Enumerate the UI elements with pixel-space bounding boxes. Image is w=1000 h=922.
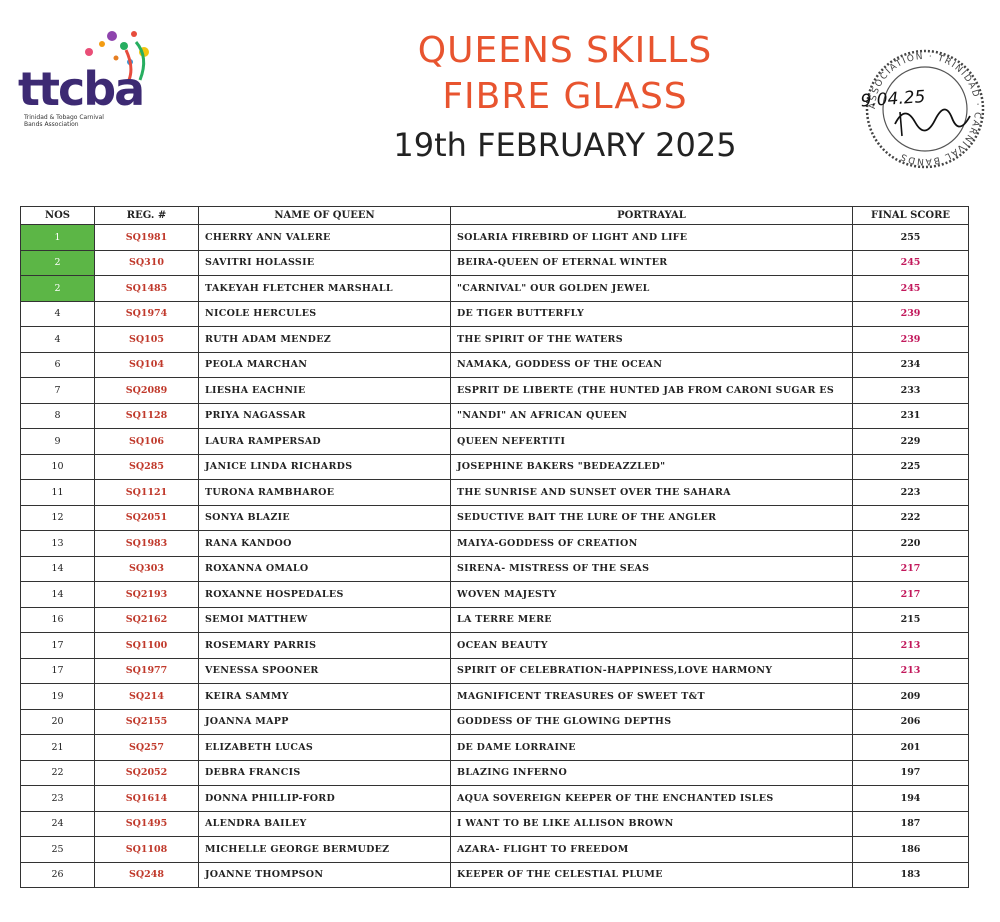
row-final-score: 225 [853, 454, 969, 480]
header-name: NAME OF QUEEN [199, 207, 451, 225]
table-row [21, 735, 969, 761]
row-reg-number: SQ105 [95, 327, 199, 353]
title-line-1: QUEENS SKILLS [417, 30, 713, 71]
row-portrayal: OCEAN BEAUTY [451, 633, 853, 659]
row-queen-name: KEIRA SAMMY [199, 684, 451, 710]
row-nos: 11 [21, 480, 95, 506]
row-final-score: 222 [853, 505, 969, 531]
row-queen-name: JOANNA MAPP [199, 709, 451, 735]
table-row [21, 531, 969, 557]
row-final-score: 233 [853, 378, 969, 404]
row-reg-number: SQ106 [95, 429, 199, 455]
row-portrayal: "CARNIVAL" OUR GOLDEN JEWEL [451, 276, 853, 302]
association-stamp [860, 44, 990, 174]
row-final-score: 213 [853, 658, 969, 684]
row-portrayal: KEEPER OF THE CELESTIAL PLUME [451, 862, 853, 888]
row-portrayal: DE DAME LORRAINE [451, 735, 853, 761]
row-queen-name: RUTH ADAM MENDEZ [199, 327, 451, 353]
row-nos: 20 [21, 709, 95, 735]
row-nos: 23 [21, 786, 95, 812]
row-queen-name: ROXANNA OMALO [199, 556, 451, 582]
table-row [21, 582, 969, 608]
table-row [21, 633, 969, 659]
row-queen-name: LIESHA EACHNIE [199, 378, 451, 404]
row-reg-number: SQ310 [95, 250, 199, 276]
row-portrayal: SIRENA- MISTRESS OF THE SEAS [451, 556, 853, 582]
row-reg-number: SQ248 [95, 862, 199, 888]
ttcba-logo [14, 22, 164, 128]
row-nos: 22 [21, 760, 95, 786]
row-portrayal: SOLARIA FIREBIRD OF LIGHT AND LIFE [451, 225, 853, 251]
table-row [21, 225, 969, 251]
row-queen-name: RANA KANDOO [199, 531, 451, 557]
row-portrayal: ESPRIT DE LIBERTE (THE HUNTED JAB FROM CARONI SUGAR ES [451, 378, 853, 404]
row-final-score: 234 [853, 352, 969, 378]
row-portrayal: BLAZING INFERNO [451, 760, 853, 786]
row-final-score: 255 [853, 225, 969, 251]
row-portrayal: MAIYA-GODDESS OF CREATION [451, 531, 853, 557]
row-nos: 7 [21, 378, 95, 404]
row-nos: 14 [21, 582, 95, 608]
row-nos: 4 [21, 327, 95, 353]
stamp-handwritten-date: 09.04.25 [860, 86, 927, 113]
row-queen-name: ELIZABETH LUCAS [199, 735, 451, 761]
stamp-ring-text: ASSOCIATION · TRINIDAD · CARNIVAL BANDS [867, 51, 983, 167]
row-final-score: 187 [853, 811, 969, 837]
table-row [21, 709, 969, 735]
header-portrayal: PORTRAYAL [451, 207, 853, 225]
row-nos: 26 [21, 862, 95, 888]
row-final-score: 186 [853, 837, 969, 863]
row-reg-number: SQ1614 [95, 786, 199, 812]
table-row [21, 276, 969, 302]
results-table [20, 206, 969, 888]
row-queen-name: SEMOI MATTHEW [199, 607, 451, 633]
table-row [21, 505, 969, 531]
row-nos: 2 [21, 250, 95, 276]
row-queen-name: PEOLA MARCHAN [199, 352, 451, 378]
event-date: 19th FEBRUARY 2025 [393, 126, 737, 164]
row-reg-number: SQ1128 [95, 403, 199, 429]
row-final-score: 209 [853, 684, 969, 710]
table-header-row [21, 207, 969, 225]
row-final-score: 215 [853, 607, 969, 633]
row-reg-number: SQ1121 [95, 480, 199, 506]
row-nos: 8 [21, 403, 95, 429]
row-reg-number: SQ2052 [95, 760, 199, 786]
header-final-score: FINAL SCORE [853, 207, 969, 225]
table-body [21, 225, 969, 888]
row-final-score: 183 [853, 862, 969, 888]
row-queen-name: CHERRY ANN VALERE [199, 225, 451, 251]
row-portrayal: NAMAKA, GODDESS OF THE OCEAN [451, 352, 853, 378]
row-nos: 9 [21, 429, 95, 455]
row-queen-name: TAKEYAH FLETCHER MARSHALL [199, 276, 451, 302]
row-reg-number: SQ2089 [95, 378, 199, 404]
row-final-score: 245 [853, 276, 969, 302]
row-queen-name: TURONA RAMBHAROE [199, 480, 451, 506]
table-row [21, 480, 969, 506]
table-row [21, 837, 969, 863]
table-row [21, 658, 969, 684]
row-portrayal: THE SUNRISE AND SUNSET OVER THE SAHARA [451, 480, 853, 506]
row-queen-name: SONYA BLAZIE [199, 505, 451, 531]
row-final-score: 231 [853, 403, 969, 429]
table-row [21, 429, 969, 455]
row-nos: 19 [21, 684, 95, 710]
row-reg-number: SQ257 [95, 735, 199, 761]
row-nos: 2 [21, 276, 95, 302]
signature-icon [895, 109, 970, 130]
table-row [21, 250, 969, 276]
row-nos: 21 [21, 735, 95, 761]
row-nos: 14 [21, 556, 95, 582]
row-nos: 24 [21, 811, 95, 837]
row-queen-name: ALENDRA BAILEY [199, 811, 451, 837]
table-row [21, 378, 969, 404]
row-nos: 16 [21, 607, 95, 633]
row-final-score: 229 [853, 429, 969, 455]
row-reg-number: SQ1974 [95, 301, 199, 327]
table-row [21, 556, 969, 582]
table-row [21, 607, 969, 633]
row-portrayal: SPIRIT OF CELEBRATION-HAPPINESS,LOVE HARMONY [451, 658, 853, 684]
row-nos: 1 [21, 225, 95, 251]
table-row [21, 454, 969, 480]
row-portrayal: QUEEN NEFERTITI [451, 429, 853, 455]
row-final-score: 245 [853, 250, 969, 276]
stamp-seal-icon [860, 44, 990, 174]
row-queen-name: DONNA PHILLIP-FORD [199, 786, 451, 812]
row-portrayal: AQUA SOVEREIGN KEEPER OF THE ENCHANTED ISLES [451, 786, 853, 812]
row-portrayal: BEIRA-QUEEN OF ETERNAL WINTER [451, 250, 853, 276]
row-queen-name: MICHELLE GEORGE BERMUDEZ [199, 837, 451, 863]
row-nos: 13 [21, 531, 95, 557]
row-final-score: 217 [853, 556, 969, 582]
row-queen-name: VENESSA SPOONER [199, 658, 451, 684]
row-nos: 12 [21, 505, 95, 531]
row-final-score: 206 [853, 709, 969, 735]
row-portrayal: THE SPIRIT OF THE WATERS [451, 327, 853, 353]
row-nos: 17 [21, 658, 95, 684]
row-reg-number: SQ2162 [95, 607, 199, 633]
row-reg-number: SQ104 [95, 352, 199, 378]
row-reg-number: SQ1485 [95, 276, 199, 302]
row-queen-name: JOANNE THOMPSON [199, 862, 451, 888]
header-nos: NOS [21, 207, 95, 225]
table-row [21, 811, 969, 837]
table-row [21, 862, 969, 888]
row-final-score: 197 [853, 760, 969, 786]
row-reg-number: SQ1100 [95, 633, 199, 659]
row-nos: 6 [21, 352, 95, 378]
row-portrayal: AZARA- FLIGHT TO FREEDOM [451, 837, 853, 863]
row-queen-name: JANICE LINDA RICHARDS [199, 454, 451, 480]
row-queen-name: PRIYA NAGASSAR [199, 403, 451, 429]
header-reg: REG. # [95, 207, 199, 225]
row-final-score: 194 [853, 786, 969, 812]
table-row [21, 352, 969, 378]
row-nos: 4 [21, 301, 95, 327]
row-queen-name: ROSEMARY PARRIS [199, 633, 451, 659]
row-reg-number: SQ2193 [95, 582, 199, 608]
row-reg-number: SQ1981 [95, 225, 199, 251]
row-portrayal: SEDUCTIVE BAIT THE LURE OF THE ANGLER [451, 505, 853, 531]
row-final-score: 239 [853, 327, 969, 353]
row-reg-number: SQ1495 [95, 811, 199, 837]
row-reg-number: SQ2155 [95, 709, 199, 735]
row-reg-number: SQ1983 [95, 531, 199, 557]
row-nos: 17 [21, 633, 95, 659]
row-portrayal: MAGNIFICENT TREASURES OF SWEET T&T [451, 684, 853, 710]
row-reg-number: SQ1977 [95, 658, 199, 684]
title-line-2: FIBRE GLASS [442, 76, 688, 117]
row-portrayal: "NANDI" AN AFRICAN QUEEN [451, 403, 853, 429]
row-reg-number: SQ303 [95, 556, 199, 582]
row-final-score: 239 [853, 301, 969, 327]
row-queen-name: SAVITRI HOLASSIE [199, 250, 451, 276]
row-nos: 10 [21, 454, 95, 480]
row-nos: 25 [21, 837, 95, 863]
row-final-score: 217 [853, 582, 969, 608]
row-portrayal: JOSEPHINE BAKERS "BEDEAZZLED" [451, 454, 853, 480]
table-row [21, 760, 969, 786]
table-row [21, 301, 969, 327]
logo-wordmark: ttcba [18, 62, 144, 116]
row-portrayal: LA TERRE MERE [451, 607, 853, 633]
row-portrayal: I WANT TO BE LIKE ALLISON BROWN [451, 811, 853, 837]
row-final-score: 220 [853, 531, 969, 557]
header-titles [380, 28, 750, 164]
table-row [21, 684, 969, 710]
row-reg-number: SQ285 [95, 454, 199, 480]
logo-subtitle: Trinidad & Tobago Carnival Bands Association [24, 114, 104, 128]
row-queen-name: LAURA RAMPERSAD [199, 429, 451, 455]
row-queen-name: DEBRA FRANCIS [199, 760, 451, 786]
row-portrayal: WOVEN MAJESTY [451, 582, 853, 608]
row-portrayal: GODDESS OF THE GLOWING DEPTHS [451, 709, 853, 735]
row-final-score: 201 [853, 735, 969, 761]
row-reg-number: SQ1108 [95, 837, 199, 863]
row-queen-name: ROXANNE HOSPEDALES [199, 582, 451, 608]
row-portrayal: DE TIGER BUTTERFLY [451, 301, 853, 327]
row-reg-number: SQ2051 [95, 505, 199, 531]
row-queen-name: NICOLE HERCULES [199, 301, 451, 327]
row-reg-number: SQ214 [95, 684, 199, 710]
table-row [21, 403, 969, 429]
table-row [21, 327, 969, 353]
row-final-score: 223 [853, 480, 969, 506]
table-row [21, 786, 969, 812]
row-final-score: 213 [853, 633, 969, 659]
